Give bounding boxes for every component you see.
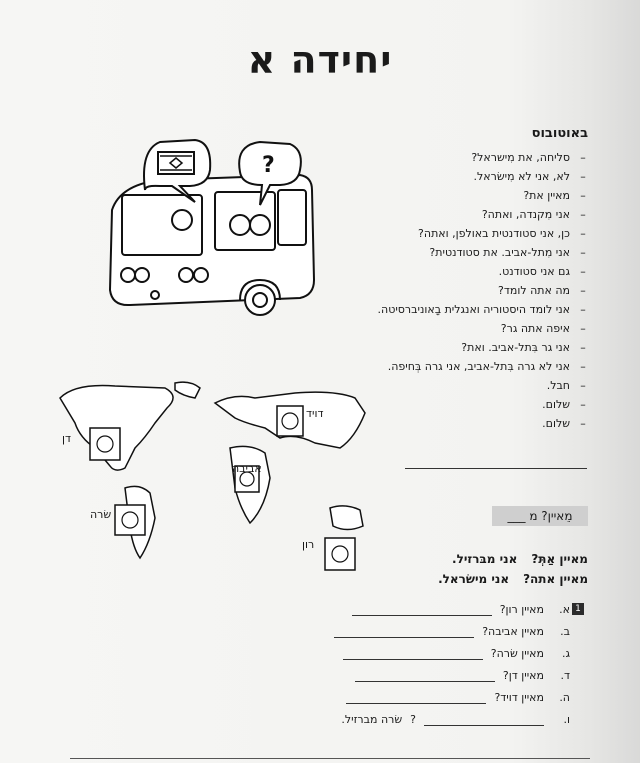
bus-illustration (100, 130, 320, 330)
dialog-line: – סליחה, את מִישראל? (471, 151, 586, 164)
label-ron: רון (302, 538, 315, 551)
answer-field[interactable] (424, 714, 544, 726)
dialog-line: – איפה אתה גר? (500, 322, 586, 335)
example-row: מאיין אַתְּ? אני מבּרזיל. (452, 552, 588, 566)
dialog-line: – לא, אני לא מִישׂראל. (473, 170, 586, 183)
dialog-line: – גם אני סטודנט. (498, 265, 586, 278)
world-map-illustration (55, 378, 380, 578)
question-row: ב. מאיין אביבה? (334, 625, 570, 638)
exercise-number: 1 (572, 603, 584, 615)
answer-field[interactable] (355, 670, 495, 682)
dialog-line: – אני גר בִּתל-אביב. ואת? (461, 341, 586, 354)
dialog-line: – שלום. (542, 417, 586, 430)
label-dan: דן (62, 432, 72, 445)
dialog-line: – מה אתה לומד? (498, 284, 586, 297)
question-row: ה. מאיין דויד? (346, 691, 570, 704)
label-aviva: אביבה (232, 462, 262, 475)
dialog-line: – אני לא גרה בִּתל-אביב, אני גרה בְּחיפה. (387, 360, 586, 373)
dialog-heading: באוטובוס (531, 126, 588, 141)
answer-field[interactable] (346, 692, 486, 704)
grammar-box: מֵאיין? מ ___ (492, 506, 588, 526)
answer-field[interactable] (334, 626, 474, 638)
unit-title: יחידה א (247, 38, 393, 82)
dialog-line: – שלום. (542, 398, 586, 411)
dialog-line: – אני לומד היסטוריה ואנגלית בָאוניברסיטה. (377, 303, 586, 316)
dialog-line: – אני מִתל-אביב. את סטודנטית? (429, 246, 586, 259)
writing-line[interactable] (405, 468, 587, 469)
dialog-line: – מאיין את? (523, 189, 586, 202)
dialog-line: – כן, אני סטודנטית באולפן, ואתה? (418, 227, 586, 240)
question-row: ג. מאיין שׂרה? (343, 647, 570, 660)
label-sarah: שׂרה (90, 508, 112, 521)
bottom-rule (70, 758, 590, 759)
question-row: א. מאיין רון? (352, 603, 570, 616)
question-row: ו. ? שׂרה מברזיל. (341, 713, 570, 726)
dialog-line: – חבל. (546, 379, 586, 392)
example-row: מאיין אתה? אני מישׂראל. (438, 572, 588, 586)
dialog-line: – אני מִקנדה, ואתה? (481, 208, 586, 221)
label-david: דויד (306, 407, 324, 420)
answer-field[interactable] (352, 604, 492, 616)
question-row: ד. מאיין דן? (355, 669, 570, 682)
svg-text:?: ? (262, 153, 275, 178)
example-sentences (438, 549, 588, 589)
answer-field[interactable] (343, 648, 483, 660)
